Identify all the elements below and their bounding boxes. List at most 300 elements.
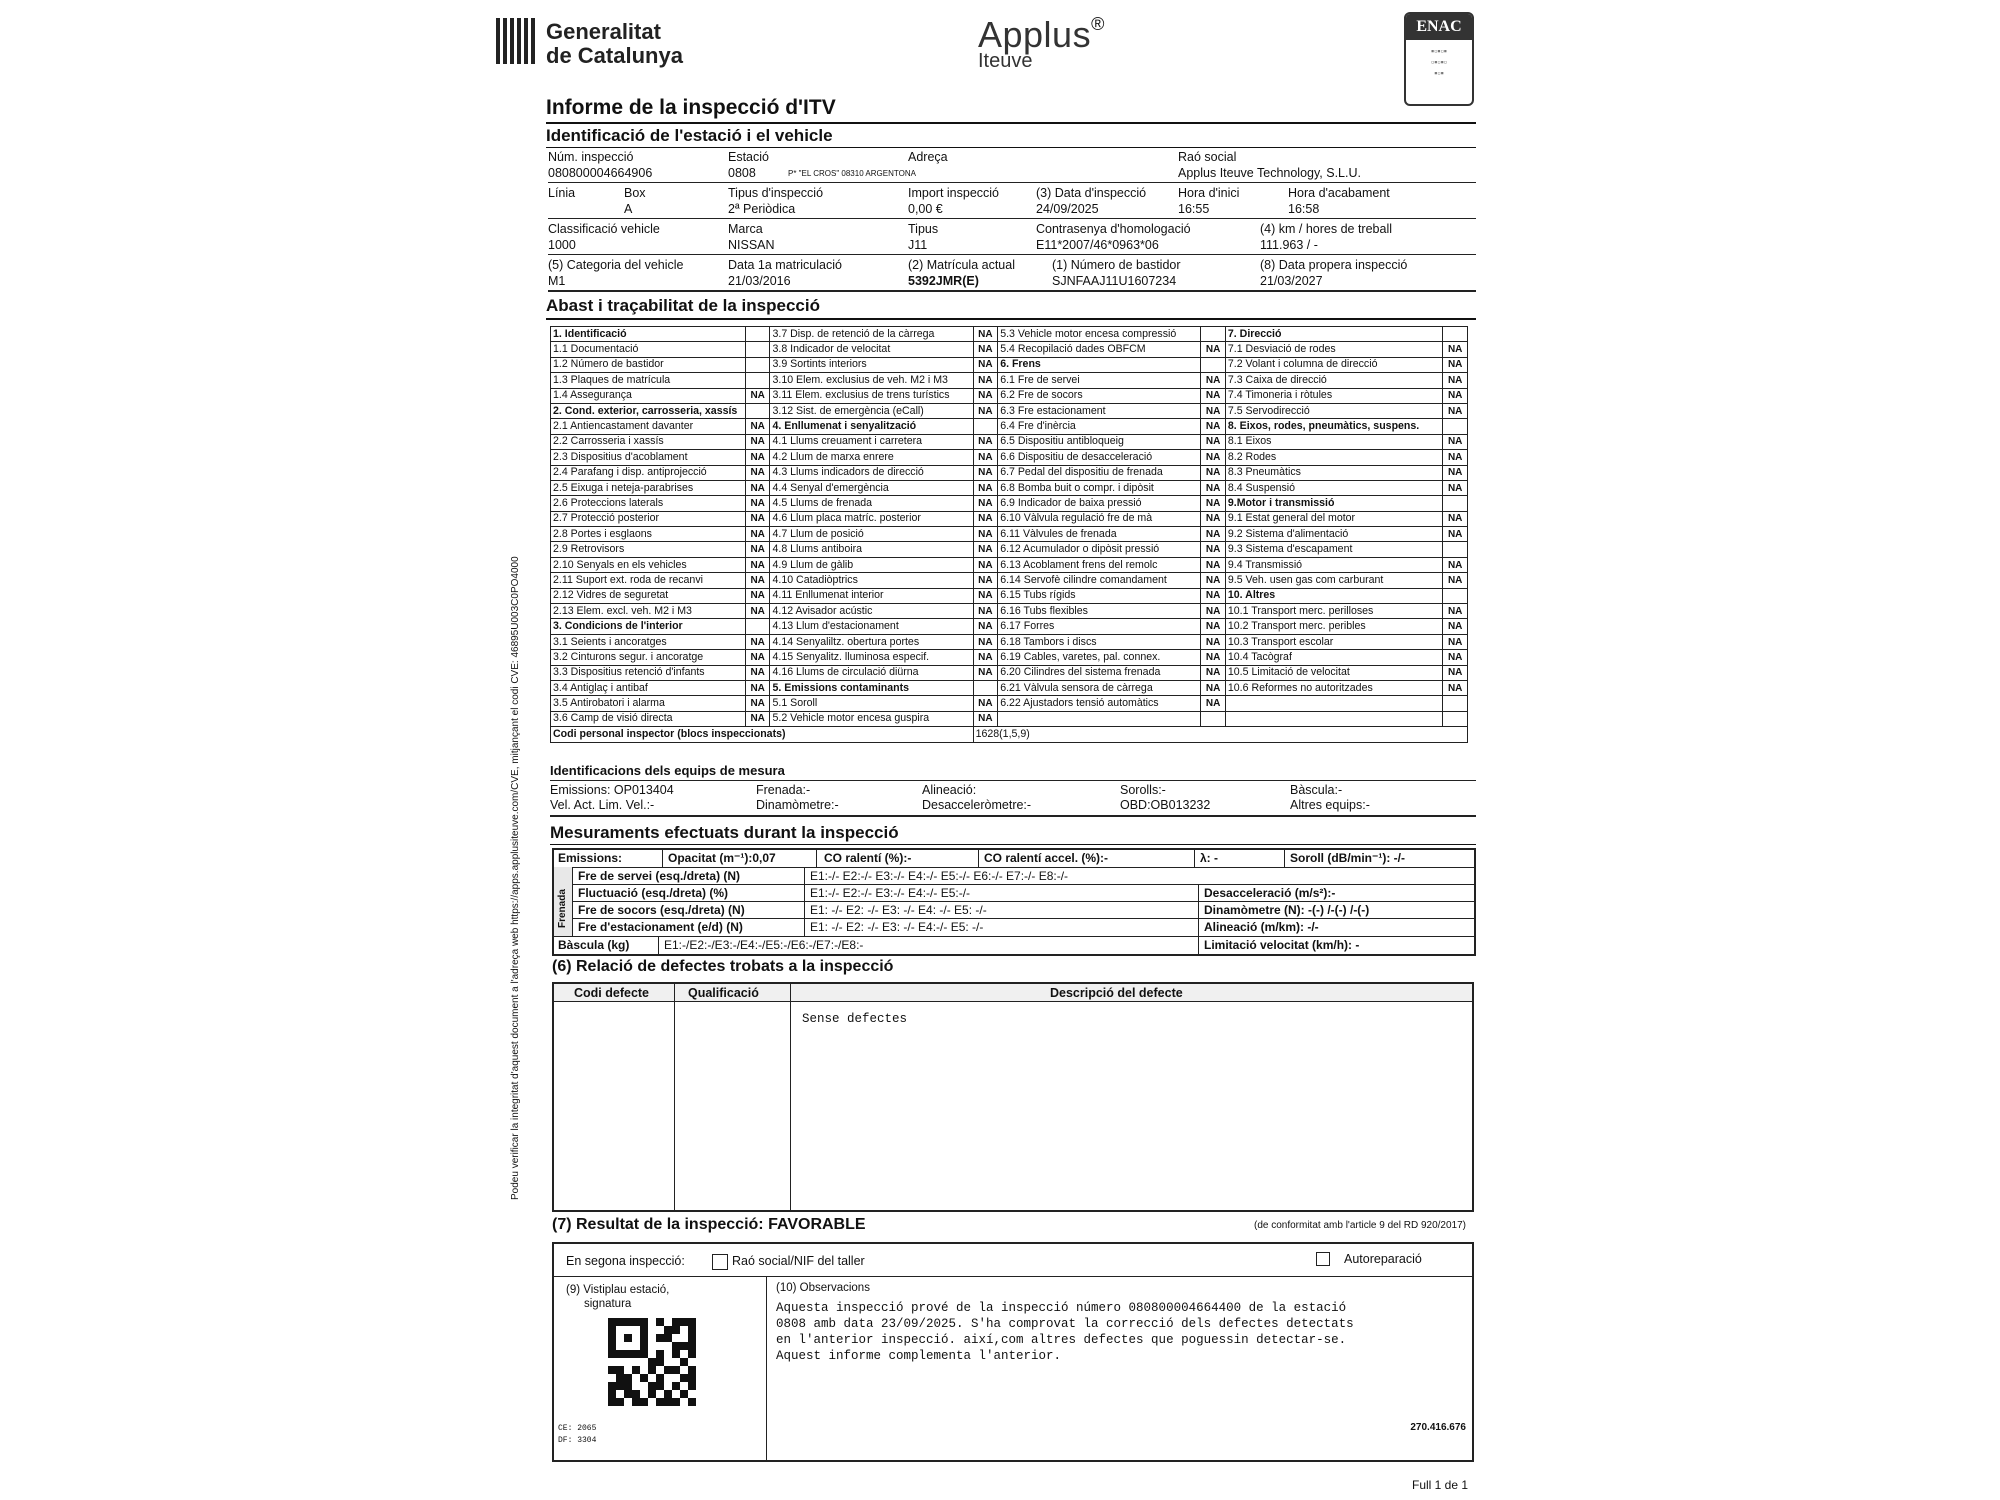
scope-status-cell: NA <box>1201 342 1226 357</box>
scope-status-cell: NA <box>745 696 770 711</box>
scope-item-cell: 1.2 Número de bastidor <box>551 357 746 372</box>
box-label: Box <box>624 186 646 200</box>
scope-item-cell: 4.8 Llums antiboira <box>770 542 973 557</box>
scope-item-cell: 9.1 Estat general del motor <box>1225 511 1442 526</box>
scope-item-cell: 6.13 Acoblament frens del remolc <box>998 557 1201 572</box>
limitacio-value: Limitació velocitat (km/h): - <box>1204 938 1360 952</box>
fluctuacio-label: Fluctuació (esq./dreta) (%) <box>578 886 729 900</box>
observacions-line3: en l'anterior inspecció. així,com altres defectes que poguessin detectar-se. <box>776 1333 1347 1347</box>
scope-status-cell: NA <box>973 388 998 403</box>
scope-item-cell: 10.5 Limitació de velocitat <box>1225 665 1442 680</box>
scope-item-cell: 7.3 Caixa de direcció <box>1225 373 1442 388</box>
scope-status-cell: NA <box>745 588 770 603</box>
scope-status-cell: NA <box>745 511 770 526</box>
observacions-line1: Aquesta inspecció prové de la inspecció número 080800004664400 de la estació <box>776 1301 1347 1315</box>
scope-item-cell: 4.5 Llums de frenada <box>770 496 973 511</box>
opacitat-value: Opacitat (m⁻¹):0,07 <box>668 851 776 865</box>
scope-item-cell: 8.1 Eixos <box>1225 434 1442 449</box>
scope-status-cell: NA <box>1201 650 1226 665</box>
scope-row <box>551 650 1468 665</box>
scope-status-cell: NA <box>1201 450 1226 465</box>
scope-status-cell: NA <box>745 650 770 665</box>
bastidor-value: SJNFAAJ11U1607234 <box>1052 274 1177 288</box>
equip-frenada: Frenada:- <box>756 783 811 797</box>
scope-item-cell: 6.6 Dispositiu de desacceleració <box>998 450 1201 465</box>
scope-row <box>551 434 1468 449</box>
scope-item-cell: 2.8 Portes i esglaons <box>551 527 746 542</box>
scope-status-cell: NA <box>1201 588 1226 603</box>
scope-status-cell: NA <box>973 711 998 726</box>
scope-item-cell: 6.3 Fre estacionament <box>998 403 1201 418</box>
scope-status-cell: NA <box>745 388 770 403</box>
scope-row <box>551 465 1468 480</box>
fre-servei-value: E1:-/- E2:-/- E3:-/- E4:-/- E5:-/- E6:-/- E7:-/- E8:-/- <box>810 869 1069 883</box>
segona-label: En segona inspecció: <box>566 1254 685 1268</box>
scope-item-cell: 9.Motor i transmissió <box>1225 496 1442 511</box>
scope-item-cell: 8.3 Pneumàtics <box>1225 465 1442 480</box>
scope-item-cell <box>1225 711 1442 726</box>
equip-alineacio: Alineació: <box>922 783 977 797</box>
data-matriculacio-value: 21/03/2016 <box>728 274 791 288</box>
scope-status-cell: NA <box>1443 557 1468 572</box>
num-inspeccio-value: 080800004664906 <box>548 166 653 180</box>
scope-item-cell: 6.2 Fre de socors <box>998 388 1201 403</box>
qr-code-icon <box>608 1318 696 1406</box>
tipus-label: Tipus <box>908 222 939 236</box>
scope-row <box>551 619 1468 634</box>
scope-status-cell: NA <box>1201 665 1226 680</box>
equipment-title: Identificacions dels equips de mesura <box>550 763 785 778</box>
estacio-value: 0808 <box>728 166 756 180</box>
scope-status-cell: NA <box>1201 542 1226 557</box>
scope-status-cell: NA <box>745 557 770 572</box>
scope-status-cell: NA <box>973 665 998 680</box>
scope-row <box>551 542 1468 557</box>
scope-item-cell: 9.3 Sistema d'escapament <box>1225 542 1442 557</box>
scope-status-cell <box>745 357 770 372</box>
verification-side-text: Podeu verificar la integritat d'aquest document a l'adreça web https://apps.applusiteuve.com/CVE, mitjançant el codi CVE: 46895U003C0PO4000 <box>510 556 521 1200</box>
scope-status-cell: NA <box>1201 403 1226 418</box>
tipus-inspeccio-label: Tipus d'inspecció <box>728 186 824 200</box>
scope-item-cell: 1. Identificació <box>551 327 746 342</box>
enac-label: ENAC <box>1406 14 1472 40</box>
scope-item-cell: 2.10 Senyals en els vehicles <box>551 557 746 572</box>
ce-line: CE: 2065 <box>558 1424 597 1433</box>
scope-row <box>551 588 1468 603</box>
scope-status-cell: NA <box>1201 604 1226 619</box>
vistiplau-label: (9) Vistiplau estació, <box>566 1284 670 1296</box>
scope-status-cell: NA <box>973 650 998 665</box>
scope-row <box>551 604 1468 619</box>
scope-status-cell: NA <box>1201 557 1226 572</box>
scope-item-cell: 3.8 Indicador de velocitat <box>770 342 973 357</box>
identification-title: Identificació de l'estació i el vehicle <box>546 126 833 145</box>
scope-status-cell <box>973 680 998 695</box>
scope-status-cell: NA <box>973 588 998 603</box>
scope-row <box>551 419 1468 434</box>
scope-status-cell: NA <box>1443 465 1468 480</box>
scope-row <box>551 357 1468 372</box>
scope-item-cell: 2. Cond. exterior, carrosseria, xassís <box>551 403 746 418</box>
result-label: (7) Resultat de la inspecció: <box>552 1216 764 1233</box>
scope-status-cell: NA <box>1201 373 1226 388</box>
dinamometre-value: Dinamòmetre (N): -(-) /-(-) /-(-) <box>1204 903 1370 917</box>
scope-item-cell: 6.21 Vàlvula sensora de càrrega <box>998 680 1201 695</box>
defects-text: Sense defectes <box>802 1012 908 1026</box>
scope-item-cell: 6.12 Acumulador o dipòsit pressió <box>998 542 1201 557</box>
rao-social-value: Applus Iteuve Technology, S.L.U. <box>1178 166 1361 180</box>
scope-item-cell: 4.13 Llum d'estacionament <box>770 619 973 634</box>
scope-status-cell: NA <box>1443 665 1468 680</box>
scope-item-cell: 5. Emissions contaminants <box>770 680 973 695</box>
categoria-value: M1 <box>548 274 566 288</box>
scope-status-cell: NA <box>1443 388 1468 403</box>
scope-item-cell: 2.4 Parafang i disp. antiprojecció <box>551 465 746 480</box>
scope-row <box>551 711 1468 726</box>
scope-row <box>551 634 1468 649</box>
adreca-value: P* "EL CROS" 08310 ARGENTONA <box>788 169 916 178</box>
matricula-value: 5392JMR(E) <box>908 274 979 288</box>
import-label: Import inspecció <box>908 186 1000 200</box>
scope-status-cell: NA <box>973 573 998 588</box>
observacions-line4: Aquest informe complementa l'anterior. <box>776 1349 1062 1363</box>
equip-bascula: Bàscula:- <box>1290 783 1343 797</box>
scope-status-cell <box>745 619 770 634</box>
scope-status-cell <box>1443 696 1468 711</box>
defects-box <box>552 982 1474 1212</box>
scope-status-cell: NA <box>973 557 998 572</box>
estacio-label: Estació <box>728 150 769 164</box>
scope-row <box>551 327 1468 342</box>
document-title: Informe de la inspecció d'ITV <box>546 96 836 119</box>
scope-row <box>551 573 1468 588</box>
tipus-value: J11 <box>908 238 928 252</box>
equipment-section <box>550 763 1476 819</box>
scope-status-cell: NA <box>973 619 998 634</box>
scope-item-cell: 4.14 Senyaliltz. obertura portes <box>770 634 973 649</box>
scope-status-cell <box>973 419 998 434</box>
scope-status-cell <box>1201 327 1226 342</box>
scope-item-cell: 10.2 Transport merc. peribles <box>1225 619 1442 634</box>
scope-status-cell: NA <box>745 496 770 511</box>
scope-status-cell <box>1443 496 1468 511</box>
scope-item-cell: 2.1 Antiencastament davanter <box>551 419 746 434</box>
equip-vel: Vel. Act. Lim. Vel.:- <box>550 798 655 812</box>
scope-item-cell <box>998 711 1201 726</box>
homologacio-label: Contrasenya d'homologació <box>1036 222 1191 236</box>
scope-status-cell: NA <box>1201 496 1226 511</box>
defects-title: (6) Relació de defectes trobats a la inspecció <box>552 958 894 975</box>
scope-status-cell: NA <box>973 696 998 711</box>
scope-status-cell: NA <box>973 403 998 418</box>
adreca-label: Adreça <box>908 150 948 164</box>
scope-status-cell: NA <box>1443 573 1468 588</box>
scope-status-cell <box>1443 588 1468 603</box>
scope-item-cell: 7.2 Volant i columna de direcció <box>1225 357 1442 372</box>
scope-status-cell <box>745 327 770 342</box>
km-label: (4) km / hores de treball <box>1260 222 1392 236</box>
scope-item-cell: 2.13 Elem. excl. veh. M2 i M3 <box>551 604 746 619</box>
gencat-emblem-icon <box>496 18 535 64</box>
scope-item-cell: 3.1 Seients i ancoratges <box>551 634 746 649</box>
scope-status-cell: NA <box>1443 480 1468 495</box>
scope-item-cell: 9.5 Veh. usen gas com carburant <box>1225 573 1442 588</box>
scope-item-cell: 3.2 Cinturons segur. i ancoratge <box>551 650 746 665</box>
scope-title: Abast i traçabilitat de la inspecció <box>546 296 820 315</box>
desacceleracio-value: Desacceleració (m/s²):- <box>1204 886 1336 900</box>
scope-status-cell: NA <box>973 342 998 357</box>
scope-status-cell: NA <box>1443 619 1468 634</box>
box-value: A <box>624 202 633 216</box>
scope-item-cell: 6.15 Tubs rígids <box>998 588 1201 603</box>
scope-item-cell: 4. Enllumenat i senyalització <box>770 419 973 434</box>
scope-item-cell: 4.1 Llums creuament i carretera <box>770 434 973 449</box>
scope-status-cell: NA <box>745 634 770 649</box>
scope-row <box>551 527 1468 542</box>
km-value: 111.963 / - <box>1260 238 1318 252</box>
scope-status-cell: NA <box>1201 680 1226 695</box>
scope-item-cell: 4.10 Catadiòptrics <box>770 573 973 588</box>
scope-item-cell: 3.10 Elem. exclusius de veh. M2 i M3 <box>770 373 973 388</box>
scope-status-cell: NA <box>1443 357 1468 372</box>
scope-item-cell: 6.14 Servofè cilindre comandament <box>998 573 1201 588</box>
scope-item-cell: 1.3 Plaques de matrícula <box>551 373 746 388</box>
col-codi: Codi defecte <box>574 986 650 1000</box>
equip-desaccelerometre: Desacceleròmetre:- <box>922 798 1032 812</box>
page-footer: Full 1 de 1 <box>1412 1478 1469 1492</box>
scope-item-cell: 4.11 Enllumenat interior <box>770 588 973 603</box>
scope-item-cell: 2.6 Proteccions laterals <box>551 496 746 511</box>
data-inspeccio-value: 24/09/2025 <box>1036 202 1099 216</box>
inspector-row <box>551 727 1468 742</box>
scope-item-cell: 2.11 Suport ext. roda de recanvi <box>551 573 746 588</box>
scope-item-cell: 6.9 Indicador de baixa pressió <box>998 496 1201 511</box>
scope-row <box>551 450 1468 465</box>
scope-item-cell: 3.5 Antirobatori i alarma <box>551 696 746 711</box>
scope-status-cell: NA <box>973 496 998 511</box>
scope-item-cell: 10. Altres <box>1225 588 1442 603</box>
scope-item-cell: 4.3 Llums indicadors de direcció <box>770 465 973 480</box>
scope-status-cell <box>745 373 770 388</box>
report-code: 270.416.676 <box>1410 1422 1466 1433</box>
scope-row <box>551 496 1468 511</box>
scope-row <box>551 403 1468 418</box>
scope-item-cell: 6. Frens <box>998 357 1201 372</box>
scope-item-cell: 6.10 Vàlvula regulació fre de mà <box>998 511 1201 526</box>
scope-status-cell: NA <box>745 542 770 557</box>
scope-row <box>551 557 1468 572</box>
equip-dinamometre: Dinamòmetre:- <box>756 798 839 812</box>
rao-social-taller-checkbox[interactable] <box>712 1254 728 1270</box>
scope-status-cell: NA <box>1443 373 1468 388</box>
linia-label: Línia <box>548 186 576 200</box>
import-value: 0,00 € <box>908 202 943 216</box>
identification-block <box>548 150 1476 290</box>
scope-status-cell: NA <box>1443 511 1468 526</box>
scope-item-cell: 6.8 Bomba buit o compr. i dipòsit <box>998 480 1201 495</box>
scope-status-cell: NA <box>973 634 998 649</box>
scope-status-cell: NA <box>973 357 998 372</box>
scope-item-cell: 8. Eixos, rodes, pneumàtics, suspens. <box>1225 419 1442 434</box>
scope-status-cell: NA <box>973 327 998 342</box>
applus-sub: Iteuve <box>978 50 1033 72</box>
title-rule <box>546 122 1476 124</box>
scope-status-cell: NA <box>745 680 770 695</box>
scope-status-cell <box>745 403 770 418</box>
scope-status-cell <box>1443 542 1468 557</box>
scope-row <box>551 665 1468 680</box>
inspector-value: 1628(1,5,9) <box>973 727 1467 742</box>
autoreparacio-checkbox[interactable] <box>1316 1252 1330 1266</box>
scope-item-cell: 4.16 Llums de circulació diürna <box>770 665 973 680</box>
scope-item-cell: 7. Direcció <box>1225 327 1442 342</box>
scope-item-cell: 3.11 Elem. exclusius de trens turístics <box>770 388 973 403</box>
enac-seal-icon: ▪▫▪▫▪ ▫▪▫▪▫ ▪▫▪ <box>1431 46 1447 78</box>
scope-status-cell: NA <box>745 604 770 619</box>
scope-status-cell: NA <box>1443 342 1468 357</box>
scope-item-cell: 3.9 Sortints interiors <box>770 357 973 372</box>
scope-item-cell: 6.19 Cables, varetes, pal. connex. <box>998 650 1201 665</box>
scope-status-cell: NA <box>973 465 998 480</box>
scope-status-cell <box>1443 711 1468 726</box>
scope-item-cell: 2.2 Carrosseria i xassís <box>551 434 746 449</box>
scope-status-cell: NA <box>745 434 770 449</box>
scope-item-cell: 5.1 Soroll <box>770 696 973 711</box>
scope-item-cell: 6.1 Fre de servei <box>998 373 1201 388</box>
scope-item-cell: 7.5 Servodirecció <box>1225 403 1442 418</box>
measurements-box <box>552 848 1476 956</box>
scope-row <box>551 388 1468 403</box>
scope-status-cell: NA <box>1201 527 1226 542</box>
marca-value: NISSAN <box>728 238 775 252</box>
col-descripcio: Descripció del defecte <box>1050 986 1183 1000</box>
scope-item-cell: 9.4 Transmissió <box>1225 557 1442 572</box>
scope-status-cell: NA <box>745 665 770 680</box>
scope-status-cell <box>1201 711 1226 726</box>
scope-item-cell: 6.7 Pedal del dispositiu de frenada <box>998 465 1201 480</box>
scope-status-cell <box>745 342 770 357</box>
scope-item-cell: 6.17 Forres <box>998 619 1201 634</box>
lambda-value: λ: - <box>1200 851 1218 865</box>
observacions-line2: 0808 amb data 23/09/2025. S'ha comprovat la correcció dels defectes detectats <box>776 1317 1354 1331</box>
scope-item-cell: 2.7 Protecció posterior <box>551 511 746 526</box>
scope-item-cell: 5.2 Vehicle motor encesa guspira <box>770 711 973 726</box>
scope-item-cell: 6.16 Tubs flexibles <box>998 604 1201 619</box>
scope-status-cell: NA <box>973 434 998 449</box>
scope-status-cell: NA <box>1443 634 1468 649</box>
scope-status-cell: NA <box>1201 634 1226 649</box>
measurements-title: Mesuraments efectuats durant la inspecció <box>550 823 899 842</box>
scope-item-cell: 6.18 Tambors i discs <box>998 634 1201 649</box>
col-qualificacio: Qualificació <box>688 986 759 1000</box>
scope-status-cell: NA <box>1201 480 1226 495</box>
scope-status-cell: NA <box>745 465 770 480</box>
measurements-rule <box>550 844 1476 845</box>
scope-status-cell: NA <box>973 450 998 465</box>
scope-item-cell: 2.9 Retrovisors <box>551 542 746 557</box>
observacions-text <box>776 1300 1354 1364</box>
scope-item-cell: 4.2 Llum de marxa enrere <box>770 450 973 465</box>
fre-servei-label: Fre de servei (esq./dreta) (N) <box>578 869 741 883</box>
hora-inici-label: Hora d'inici <box>1178 186 1240 200</box>
scope-status-cell: NA <box>1443 650 1468 665</box>
equip-obd: OBD:OB013232 <box>1120 798 1211 812</box>
scope-item-cell: 10.1 Transport merc. perilloses <box>1225 604 1442 619</box>
applus-registered: ® <box>1091 14 1105 34</box>
frenada-label: Frenada <box>557 889 568 928</box>
scope-status-cell: NA <box>973 527 998 542</box>
scope-item-cell: 4.12 Avisador acústic <box>770 604 973 619</box>
scope-item-cell: 6.4 Fre d'inèrcia <box>998 419 1201 434</box>
scope-item-cell: 4.4 Senyal d'emergència <box>770 480 973 495</box>
scope-item-cell: 1.1 Documentació <box>551 342 746 357</box>
scope-item-cell: 7.1 Desviació de rodes <box>1225 342 1442 357</box>
scope-status-cell: NA <box>1201 434 1226 449</box>
scope-item-cell: 3.3 Dispositius retenció d'infants <box>551 665 746 680</box>
tipus-inspeccio-value: 2ª Periòdica <box>728 202 796 216</box>
scope-item-cell: 2.3 Dispositius d'acoblament <box>551 450 746 465</box>
scope-item-cell: 3.7 Disp. de retenció de la càrrega <box>770 327 973 342</box>
scope-item-cell: 8.4 Suspensió <box>1225 480 1442 495</box>
scope-status-cell: NA <box>745 527 770 542</box>
emissions-label: Emissions: <box>558 851 623 865</box>
scope-table <box>550 326 1468 743</box>
scope-status-cell: NA <box>1443 403 1468 418</box>
scope-status-cell: NA <box>1201 619 1226 634</box>
data-inspeccio-label: (3) Data d'inspecció <box>1036 186 1147 200</box>
alineacio-value: Alineació (m/km): -/- <box>1204 920 1319 934</box>
rao-social-taller-label: Raó social/NIF del taller <box>732 1254 865 1268</box>
fre-socors-value: E1: -/- E2: -/- E3: -/- E4: -/- E5: -/- <box>810 903 987 917</box>
scope-row <box>551 696 1468 711</box>
enac-seal <box>1404 12 1474 106</box>
scope-item-cell <box>1225 696 1442 711</box>
scope-status-cell: NA <box>1201 419 1226 434</box>
scope-item-cell: 4.15 Senyalitz. lluminosa especif. <box>770 650 973 665</box>
co-accel-value: CO ralentí accel. (%):- <box>984 851 1109 865</box>
scope-item-cell: 10.6 Reformes no autoritzades <box>1225 680 1442 695</box>
scope-item-cell: 4.9 Llum de gàlib <box>770 557 973 572</box>
scope-row <box>551 342 1468 357</box>
equip-sorols: Sorolls:- <box>1120 783 1166 797</box>
scope-item-cell: 6.22 Ajustadors tensió automàtics <box>998 696 1201 711</box>
scope-item-cell: 7.4 Timoneria i ròtules <box>1225 388 1442 403</box>
scope-item-cell: 4.7 Llum de posició <box>770 527 973 542</box>
classificacio-value: 1000 <box>548 238 576 252</box>
scope-status-cell: NA <box>1201 511 1226 526</box>
df-line: DF: 3304 <box>558 1436 597 1445</box>
fre-socors-label: Fre de socors (esq./dreta) (N) <box>578 903 745 917</box>
scope-item-cell: 6.5 Dispositiu antibloqueig <box>998 434 1201 449</box>
bastidor-label: (1) Número de bastidor <box>1052 258 1181 272</box>
scope-status-cell: NA <box>1443 604 1468 619</box>
data-matriculacio-label: Data 1a matriculació <box>728 258 842 272</box>
soroll-value: Soroll (dB/min⁻¹): -/- <box>1290 851 1405 865</box>
scope-status-cell <box>1201 357 1226 372</box>
scope-item-cell: 6.11 Vàlvules de frenada <box>998 527 1201 542</box>
scope-status-cell: NA <box>745 573 770 588</box>
scope-item-cell: 5.3 Vehicle motor encesa compressió <box>998 327 1201 342</box>
applus-logo <box>978 14 1104 73</box>
result-value: FAVORABLE <box>768 1216 866 1233</box>
scope-status-cell: NA <box>1201 388 1226 403</box>
scope-status-cell: NA <box>973 480 998 495</box>
scope-item-cell: 2.12 Vidres de seguretat <box>551 588 746 603</box>
scope-item-cell: 10.3 Transport escolar <box>1225 634 1442 649</box>
scope-status-cell: NA <box>1443 527 1468 542</box>
scope-status-cell: NA <box>973 373 998 388</box>
scope-item-cell: 3.12 Sist. de emergència (eCall) <box>770 403 973 418</box>
